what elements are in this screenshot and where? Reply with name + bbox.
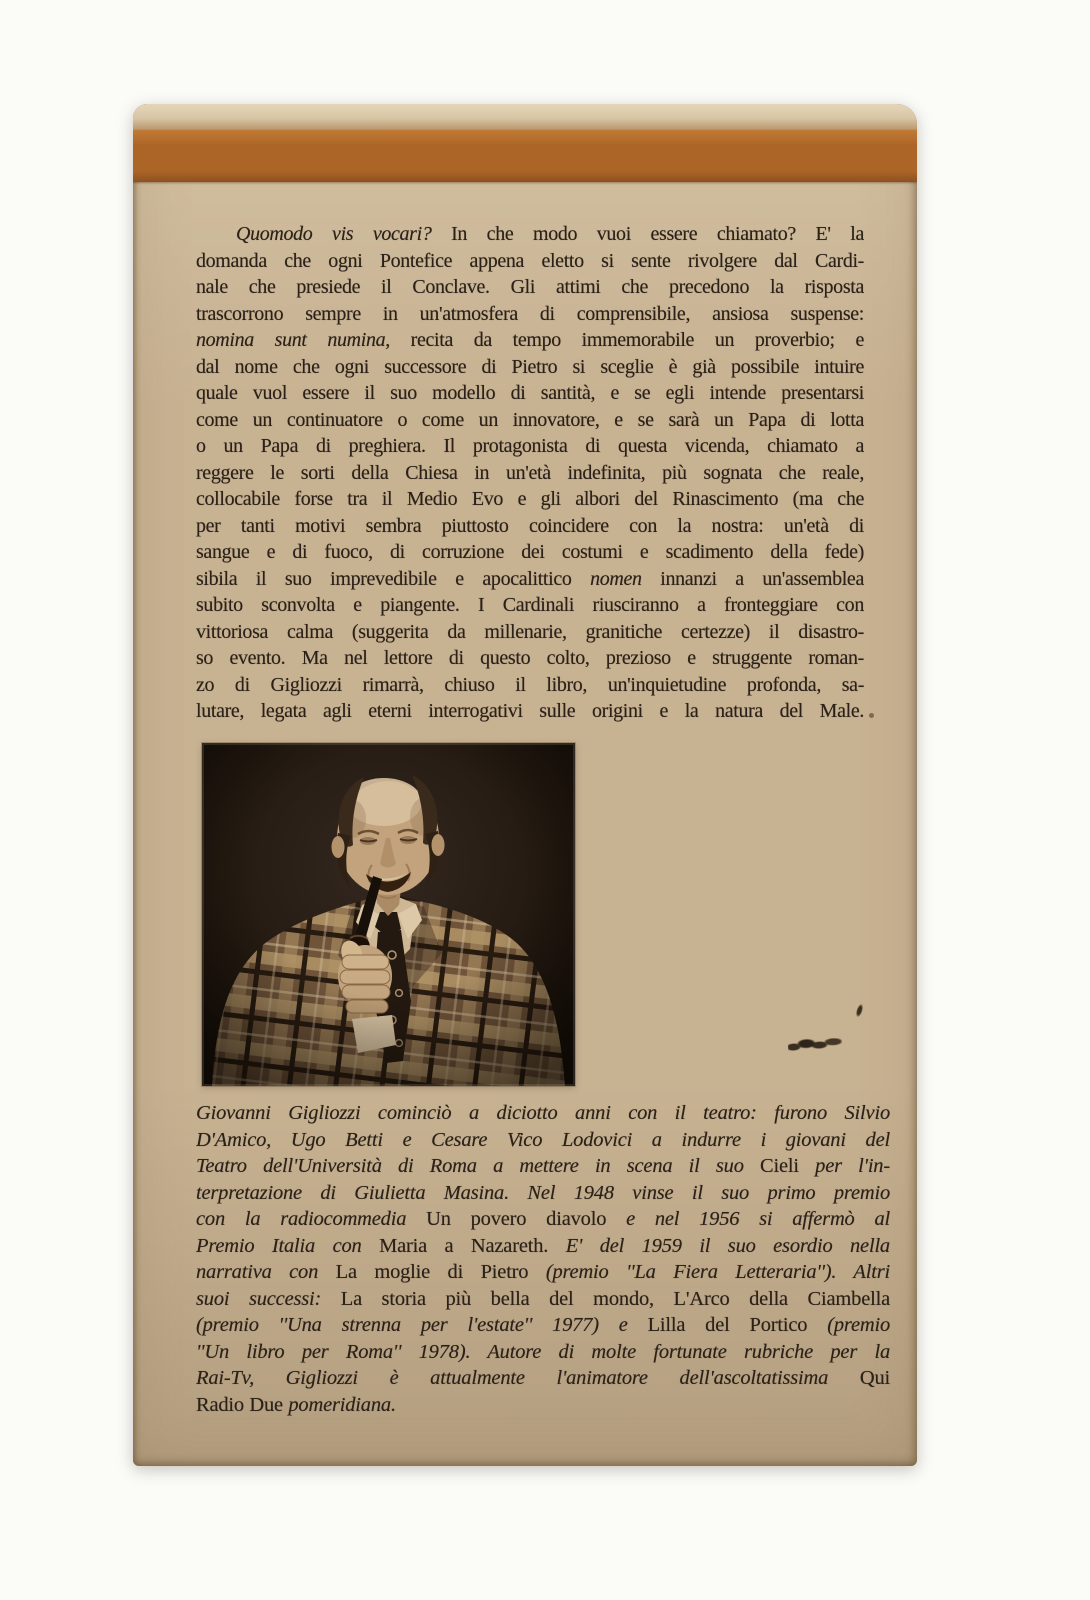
text-line: so evento. Ma nel lettore di questo colto, prezioso e struggente roman- <box>196 647 864 669</box>
text-line: Radio Due pomeridiana. <box>196 1393 396 1416</box>
text-line: dal nome che ogni successore di Pietro si sceglie è già possibile intuire <box>196 355 864 378</box>
portrait-man-with-pipe <box>202 743 575 1086</box>
text-line: reggere le sorti della Chiesa in un'età indefinita, più sognata che reale, <box>196 461 864 484</box>
blurb-paragraph <box>196 221 864 725</box>
ink-speck <box>853 1001 867 1020</box>
text-line: Rai-Tv, Gigliozzi è attualmente l'animatore dell'ascoltatissima Qui <box>196 1367 890 1389</box>
text-line: subito sconvolta e piangente. I Cardinali riusciranno a fronteggiare con <box>196 594 864 616</box>
text-line: trascorrono sempre in un'atmosfera di comprensibile, ansiosa suspense: <box>196 302 864 325</box>
text-line: D'Amico, Ugo Betti e Cesare Vico Lodovici a indurre i giovani del <box>196 1128 890 1151</box>
cover-orange-stripe <box>133 130 917 182</box>
text-line: ''Un libro per Roma'' 1978). Autore di molte fortunate rubriche per la <box>196 1340 890 1363</box>
text-line: per tanti motivi sembra piuttosto coincidere con la nostra: un'età di <box>196 514 864 537</box>
text-line: collocabile forse tra il Medio Evo e gli albori del Rinascimento (ma che <box>196 488 864 510</box>
text-line: suoi successi: La storia più bella del mondo, L'Arco della Ciambella <box>196 1287 890 1310</box>
text-line: lutare, legata agli eterni interrogativi sulle origini e la natura del Male. <box>196 700 864 722</box>
text-line: Quomodo vis vocari? In che modo vuoi essere chiamato? E' la <box>236 223 864 245</box>
text-line: domanda che ogni Pontefice appena eletto si sente rivolgere dal Cardi- <box>196 249 864 272</box>
text-line: Teatro dell'Università di Roma a mettere in scena il suo Cieli per l'in- <box>196 1155 890 1177</box>
text-line: sangue e di fuoco, di corruzione dei costumi e scadimento della fede) <box>196 541 864 563</box>
text-line: con la radiocommedia Un povero diavolo e nel 1956 si affermò al <box>196 1208 890 1230</box>
text-line: o un Papa di preghiera. Il protagonista di questa vicenda, chiamato a <box>196 435 864 457</box>
text-line: zo di Gigliozzi rimarrà, chiuso il libro, un'inquietudine profonda, sa- <box>196 673 864 696</box>
text-line: terpretazione di Giulietta Masina. Nel 1948 vinse il suo primo premio <box>196 1181 890 1204</box>
small-spot <box>869 713 874 718</box>
text-line: quale vuol essere il suo modello di santità, e se egli intende presentarsi <box>196 382 864 404</box>
text-line: Giovanni Gigliozzi cominciò a diciotto anni con il teatro: furono Silvio <box>196 1102 890 1124</box>
text-line: Premio Italia con Maria a Nazareth. E' del 1959 il suo esordio nella <box>196 1234 890 1257</box>
photo-vignette <box>202 743 575 1086</box>
text-line: (premio ''Una strenna per l'estate'' 1977) e Lilla del Portico (premio <box>196 1314 890 1336</box>
ink-smudge <box>788 1035 843 1054</box>
text-line: sibila il suo imprevedibile e apocalittico nomen innanzi a un'assemblea <box>196 567 864 590</box>
text-line: narrativa con La moglie di Pietro (premio ''La Fiera Letteraria''). Altri <box>196 1261 890 1283</box>
text-line: nomina sunt numina, recita da tempo immemorabile un proverbio; e <box>196 329 864 351</box>
text-line: come un continuatore o come un innovatore, e se sarà un Papa di lotta <box>196 408 864 431</box>
book-top-edge <box>133 104 917 130</box>
author-photo <box>202 743 575 1086</box>
text-line: vittoriosa calma (suggerita da millenarie, granitiche certezze) il disastro- <box>196 620 864 643</box>
book-back-cover <box>133 104 917 1466</box>
author-bio-paragraph <box>196 1100 890 1418</box>
text-line: nale che presiede il Conclave. Gli attimi che precedono la risposta <box>196 276 864 298</box>
